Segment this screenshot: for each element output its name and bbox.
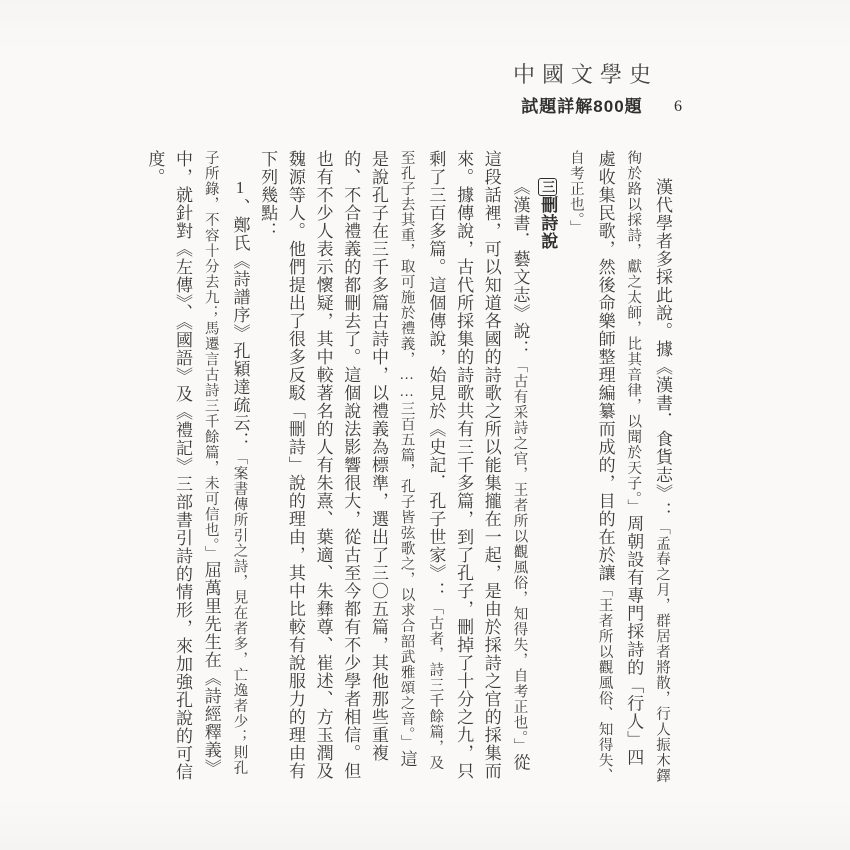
text-segment-main: 這是說孔子在三千多篇古詩中，以禮義為標準，選出了三〇五篇，其他那些重複的、不合禮義的都刪去了。這個說法影響很大，從古至今都有不少學者相信。但也有不少人表示懷疑，其中較著名的人有朱熹、葉適、朱彝尊、崔述、方玉潤及魏源等人。他們提出了很多反駁「刪詩」說的理由，其中比較有說服力的理由有下列幾點： (258, 150, 417, 780)
running-head-titles (506, 58, 658, 117)
section-heading (533, 150, 561, 784)
paragraph (141, 150, 254, 784)
text-segment-quote: 「古有采詩之官，王者所以觀風俗，知得失，自考正也。」 (511, 358, 528, 754)
text-segment-main: 周朝設有專門採詩的「行人」四處收集民歌，然後命樂師整理編纂而成的，目的在於讓 (595, 150, 644, 767)
text-block (141, 150, 676, 784)
text-segment-main: 屈萬里先生在《詩經釋義》中，就針對《左傳》、《國語》及《禮記》三部書引詩的情形，來加強孔說的可信度。 (145, 150, 221, 781)
text-segment-heading: 刪詩說 (538, 196, 558, 250)
page-number: 6 (674, 98, 682, 115)
paragraph (561, 150, 676, 784)
text-segment-main: 漢代學者多採此說。據《漢書．食貨志》： (653, 178, 672, 520)
paragraph (253, 150, 533, 784)
text-segment-quote: 「王者所以觀風俗、知得失、自考正也。」 (567, 150, 613, 784)
running-head (506, 58, 682, 117)
text-segment-quote: 「古者，詩三千餘篇，及至孔子去其重，取可施於禮義，……三百五篇，孔子皆弦歌之，以求合韶武雅頌之音。」 (398, 150, 444, 771)
text-segment-quote: 「孟春之月，群居者將散，行人振木鐸徇於路以採詩，獻之太師，比其音律，以聞於天子。」 (625, 150, 670, 784)
series-title: 試題詳解800題 (521, 97, 643, 116)
book-title: 中國文學史 (512, 62, 658, 87)
text-segment-quote: 「案書傳所引之詩，見在者多，亡逸者少；則孔子所錄，不容十分去九；馬遷言古詩三千餘篇，未可信也。」 (202, 150, 248, 776)
text-segment-heading-marker: 三 (540, 180, 556, 194)
text-segment-main: 從這段話裡，可以知道各國的詩歌之所以能集攏在一起，是由於採詩之官的採集而來。據傳說，古代所採集的詩歌共有三千多篇，到了孔子，刪掉了十分之九，只剩了三百多篇。這個傳說，始見於《史記．孔子世家》： (426, 150, 530, 780)
text-segment-main: 《漢書．藝文志》說： (510, 178, 530, 358)
text-segment-main: 1、鄭氏《詩譜序》孔穎達疏云： (230, 178, 250, 450)
